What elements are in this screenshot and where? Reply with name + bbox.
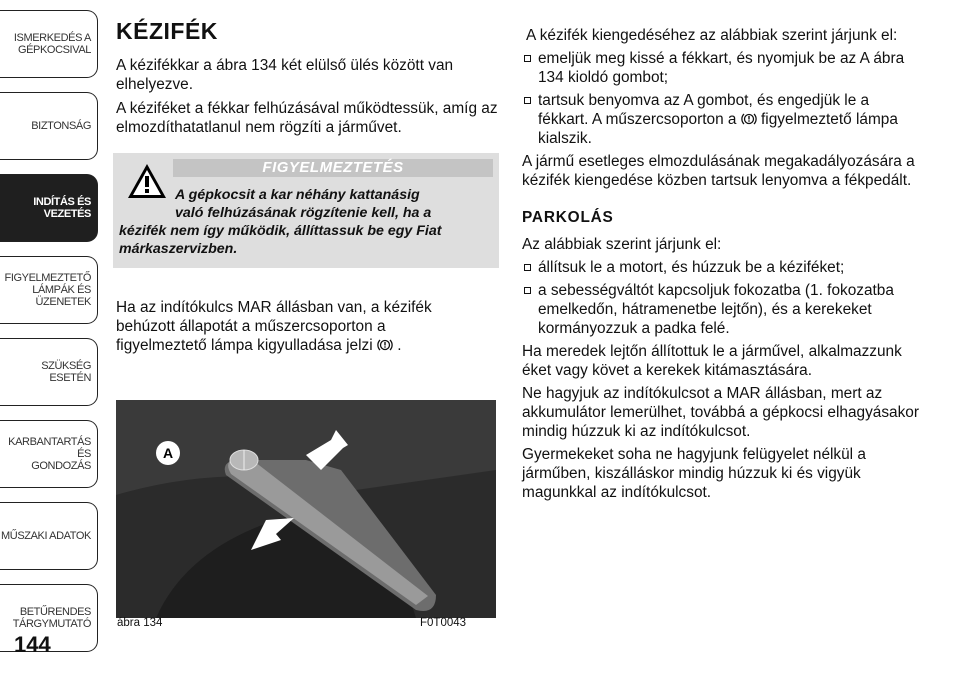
list-item: [522, 258, 922, 277]
list-item-text: emeljük meg kissé a fékkart, és nyomjuk be az A ábra 134 kioldó gombot;: [538, 50, 905, 86]
tab-label: BIZTONSÁG: [31, 120, 91, 132]
tab-label: INDÍTÁS ÉS VEZETÉS: [33, 196, 91, 220]
list-item-text: a sebességváltót kapcsoljuk fokozatba (1. fokozatba emelkedőn, hátramenetbe lejtőn), és a kerekeket kormányozzuk a padka felé.: [538, 282, 894, 337]
tab-maintenance[interactable]: [0, 420, 98, 488]
warning-line: való felhúzásának rögzítenie kell, ha a: [175, 205, 432, 221]
tab-label: SZÜKSÉG ESETÉN: [41, 360, 91, 384]
tab-starting-driving[interactable]: [0, 174, 98, 242]
warning-box: [113, 153, 499, 268]
list-item-text: állítsuk le a motort, és húzzuk be a kéziféket;: [538, 259, 845, 276]
list-item-text: figyelmeztető lámpa kialszik.: [538, 111, 898, 147]
warning-title: FIGYELMEZTETÉS: [173, 159, 493, 177]
left-column: [116, 18, 500, 137]
tab-label: ISMERKEDÉS A GÉPKOCSIVAL: [13, 32, 91, 56]
warning-text: [119, 186, 494, 258]
handbrake-illustration: [116, 400, 496, 618]
paragraph: Gyermekeket soha ne hagyjunk felügyelet nélkül a járműben, kiszálláskor mindig húzzuk ki és vigyük magunkkal az indítókulcsot.: [522, 446, 866, 501]
tab-getting-to-know[interactable]: [0, 10, 98, 78]
tab-emergency[interactable]: [0, 338, 98, 406]
right-column: [522, 26, 922, 502]
tab-technical-data[interactable]: [0, 502, 98, 570]
list-item: [522, 91, 922, 148]
warning-line: kézifék nem így működik, állíttassuk be egy Fiat márkaszervizben.: [119, 223, 442, 257]
list-item: [522, 49, 922, 87]
tab-label: BETŰRENDES TÁRGYMUTATÓ: [12, 606, 91, 630]
paragraph: Ne hagyjuk az indítókulcsot a MAR állásban, mert az akkumulátor lemerülhet, továbbá a gépkocsi elhagyásakor mindig húzzuk ki az indítókulcsot.: [522, 385, 919, 440]
paragraph: A jármű esetleges elmozdulásának megakadályozására a kézifék kiengedése közben tartsuk lenyomva a fékpedált.: [522, 153, 915, 189]
handbrake-warning-icon: [377, 338, 393, 352]
list-item-text: tartsuk benyomva az A gombot, és engedjük le a fékkart. A műszercsoporton a: [538, 92, 870, 128]
tab-label: MŰSZAKI ADATOK: [1, 530, 91, 542]
figure-code: F0T0043: [420, 617, 467, 629]
handbrake-figure: [116, 400, 496, 618]
page-number: 144: [14, 632, 51, 657]
paragraph: A kézifékkar a ábra 134 két elülső ülés között van elhelyezve.: [116, 57, 454, 93]
tab-warning-lights[interactable]: [0, 256, 98, 324]
tab-safety[interactable]: [0, 92, 98, 160]
paragraph: A kéziféket a fékkar felhúzásával működtessük, amíg az elmozdíthatatlanul nem rögzíti a járművet.: [116, 100, 498, 136]
paragraph: Az alábbiak szerint járjunk el:: [522, 236, 722, 253]
paragraph-text: Ha az indítókulcs MAR állásban van, a kézifék behúzott állapotát a műszercsoporton a figyelmeztető lámpa kigyulladása jelzi: [116, 299, 432, 354]
tab-label: FIGYELMEZTETŐ LÁMPÁK ÉS ÜZENETEK: [4, 272, 91, 308]
paragraph: A kézifék kiengedéséhez az alábbiak szerint járjunk el:: [526, 27, 898, 44]
subheading: PARKOLÁS: [522, 209, 614, 226]
figure-label: A: [162, 445, 174, 461]
paragraph-text: .: [397, 337, 402, 354]
paragraph: Ha meredek lejtőn állítottuk le a járművel, alkalmazzunk éket vagy követ a kerekek kitámasztására.: [522, 343, 902, 379]
section-heading: KÉZIFÉK: [116, 18, 218, 44]
warning-line: A gépkocsit a kar néhány kattanásig: [175, 187, 420, 203]
figure-caption: ábra 134: [117, 617, 163, 629]
tab-label: KARBANTARTÁS ÉS GONDOZÁS: [8, 436, 91, 472]
handbrake-warning-icon: [741, 112, 757, 126]
list-item: [522, 281, 922, 338]
paragraph-indicator: [116, 298, 461, 355]
